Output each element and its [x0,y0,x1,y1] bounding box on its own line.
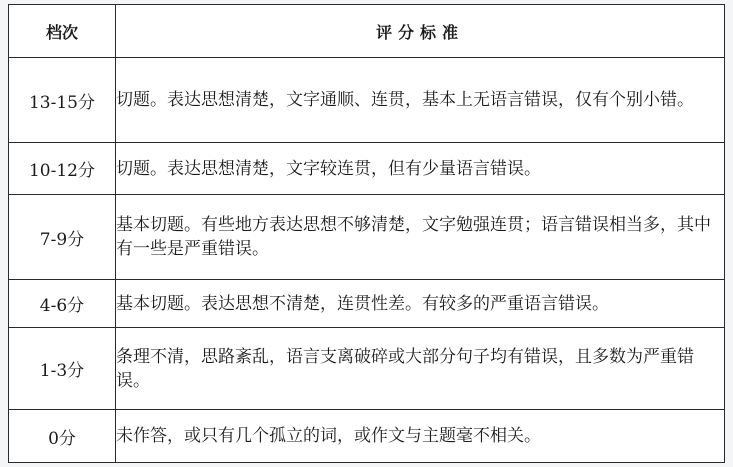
score-band: 4-6分 [9,280,116,328]
criteria-column-header: 评分标准 [116,5,725,58]
band-criteria: 切题。表达思想清楚，文字较连贯，但有少量语言错误。 [116,143,725,195]
band-criteria: 基本切题。表达思想不清楚，连贯性差。有较多的严重语言错误。 [116,280,725,328]
score-band: 13-15分 [9,58,116,143]
score-band: 7-9分 [9,195,116,280]
band-column-header: 档次 [9,5,116,58]
table-header-row [9,5,725,58]
table-row [9,58,725,143]
table-row [9,328,725,410]
band-criteria: 条理不清，思路紊乱，语言支离破碎或大部分句子均有错误，且多数为严重错误。 [116,328,725,410]
score-band: 1-3分 [9,328,116,410]
band-criteria: 基本切题。有些地方表达思想不够清楚，文字勉强连贯；语言错误相当多，其中有一些是严重错误。 [116,195,725,280]
band-criteria: 切题。表达思想清楚，文字通顺、连贯，基本上无语言错误，仅有个别小错。 [116,58,725,143]
table-row [9,280,725,328]
scoring-rubric-table [8,4,725,463]
score-band: 10-12分 [9,143,116,195]
table-row [9,143,725,195]
band-criteria: 未作答，或只有几个孤立的词，或作文与主题毫不相关。 [116,410,725,463]
table-row [9,195,725,280]
score-band: 0分 [9,410,116,463]
table-row [9,410,725,463]
